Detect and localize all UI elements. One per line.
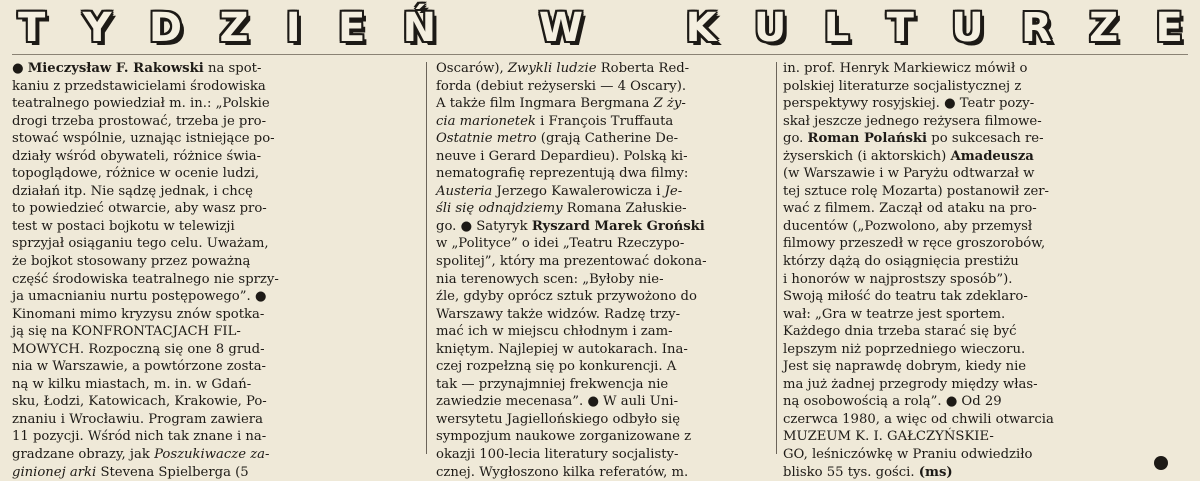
headline-letter: R [1021,5,1052,51]
text-line: czerwca 1980, a więc od chwili otwarcia [783,411,1054,427]
text-line: kniętym. Najlepiej w autokarach. Ina- [436,341,688,357]
text-line: cznej. Wygłoszono kilka referatów, m. [436,464,689,480]
text-line: to powiedzieć otwarcie, aby wasz pro- [12,201,267,217]
text-line: działań itp. Nie sądzę jednak, i chcę [12,183,253,199]
headline-letter: W [538,5,583,51]
text-line: wać z filmem. Zaczął od ataku na pro- [783,201,1037,217]
text-line: ginionej arki Stevena Spielberga (5 [12,464,249,480]
text-line: stować wspólnie, uznając istniejące po- [12,131,275,147]
headline-letter: Y [82,5,112,51]
text-line: 11 pozycji. Wśród nich tak znane i na- [12,429,267,445]
text-line: ja umacnianiu nurtu postępowego”. ● [12,289,267,305]
headline-letter: T [886,5,914,51]
headline-letter: E [338,5,366,51]
text-line: nia w Warszawie, a powtórzone zosta- [12,359,267,375]
text-line: nematografię reprezentują dwa filmy: [436,166,689,182]
text-line: wał: „Gra w teatrze jest sportem. [783,306,1006,322]
headline-letter: L [823,5,850,51]
text-line: A także film Ingmara Bergmana Z ży- [436,96,686,112]
text-line: sku, Łodzi, Katowicach, Krakowie, Po- [12,394,267,410]
headline-letter: T [18,5,46,51]
text-line: śli się odnajdziemy Romana Załuskie- [436,201,687,217]
text-line: i honorów w najprostszy sposób”). [783,271,1013,287]
text-line: Austeria Jerzego Kawalerowicza i Je- [436,183,683,199]
text-line: GO, leśniczówkę w Praniu odwiedziło [783,447,1033,463]
text-line: że bojkot stosowany przez poważną [12,254,251,270]
text-line: Kinomani mimo kryzysu znów spotka- [12,306,265,322]
text-line: skał jeszcze jednego reżysera filmowe- [783,113,1042,129]
text-line: źle, gdyby oprócz sztuk przywożono do [436,289,697,305]
text-line: Swoją miłość do teatru tak zdeklaro- [783,289,1028,305]
text-line: ma już żadnej przegrody między włas- [783,376,1038,392]
headline-letter: U [951,5,984,51]
text-line: in. prof. Henryk Markiewicz mówił o [783,61,1028,76]
article-headline [18,4,1183,52]
text-line: go. Roman Polański po sukcesach re- [783,131,1044,147]
text-line: Jest się naprawdę dobrym, kiedy nie [783,359,1027,375]
text-line: w „Polityce” o idei „Teatru Rzeczypo- [436,236,685,252]
text-line: tak — przynajmniej frekwencja nie [436,376,669,392]
headline-word-gap [473,4,501,52]
headline-letter: U [753,5,787,51]
text-line: Każdego dnia trzeba starać się być [783,324,1017,340]
text-line: lepszym niż poprzedniego wieczoru. [783,341,1026,357]
article-column-1 [12,60,416,481]
text-line: ● Mieczysław F. Rakowski na spot- [12,61,262,76]
page-corner-dot [1154,456,1168,470]
text-line: filmowy przeszedł w ręce groszorobów, [783,236,1046,252]
article-column-2 [436,60,770,481]
text-line: okazji 100-lecia literatury socjalisty- [436,447,679,463]
text-line: sympozjum naukowe zorganizowane z [436,429,692,445]
headline-letter: D [148,5,183,51]
text-line: go. ● Satyryk Ryszard Marek Groński [436,218,705,234]
article-column-3 [783,60,1108,481]
text-line: mać ich w miejscu chłodnym i zam- [436,324,673,340]
headline-letter: I [285,5,301,51]
text-line: drogi trzeba prostować, trzeba je pro- [12,113,267,129]
text-line: teatralnego powiedział m. in.: „Polskie [12,96,270,112]
column-divider-2 [776,62,777,454]
text-line: sprzyjał osiąganiu tego celu. Uważam, [12,236,269,252]
text-line: perspektywy rosyjskiej. ● Teatr pozy- [783,96,1035,112]
headline-rule [12,54,1188,55]
text-line: Oscarów), Zwykli ludzie Roberta Red- [436,61,690,76]
text-line: działy wśród obywateli, różnice świa- [12,148,262,164]
column-divider-1 [426,62,427,454]
text-line: MUZEUM K. I. GAŁCZYŃSKIE- [783,429,994,445]
headline-letter: Z [219,5,249,51]
text-line: ną osobowością a rolą”. ● Od 29 [783,394,1002,410]
text-line: czej rozpełzną się po konkurencji. A [436,359,677,375]
text-line: którzy dążą do osiągnięcia prestiżu [783,254,1019,270]
text-line: kaniu z przedstawicielami środowiska [12,78,266,94]
headline-letter: K [685,5,717,51]
text-line: ducentów („Pozwolono, aby przemysł [783,218,1033,234]
text-line: nia terenowych scen: „Byłoby nie- [436,271,664,287]
text-line: część środowiska teatralnego nie sprzy- [12,271,279,287]
text-line: (w Warszawie i w Paryżu odtwarzał w [783,166,1035,182]
text-line: polskiej literaturze socjalistycznej z [783,78,1022,94]
text-line: wersytetu Jagiellońskiego odbyło się [436,411,681,427]
text-line: tej sztuce rolę Mozarta) postanowił zer- [783,183,1050,199]
text-line: ją się na KONFRONTACJACH FIL- [12,324,241,340]
text-line: Ostatnie metro (grają Catherine De- [436,131,679,147]
text-line: znaniu i Wrocławiu. Program zawiera [12,411,263,427]
headline-letter: Z [1089,5,1119,51]
text-line: żyserskich (i aktorskich) Amadeusza [783,148,1034,164]
text-line: gradzane obrazy, jak Poszukiwacze za- [12,447,270,463]
text-line: neuve i Gerard Depardieu). Polską ki- [436,148,688,164]
text-line: cia marionetek i François Truffauta [436,113,674,129]
headline-letter: Ń [402,5,437,51]
text-line: ną w kilku miastach, m. in. w Gdań- [12,376,252,392]
text-line: test w postaci bojkotu w telewizji [12,218,235,234]
headline-word-gap [620,4,648,52]
text-line: blisko 55 tys. gości. (ms) [783,464,953,480]
text-line: spolitej”, który ma prezentować dokona- [436,254,707,270]
headline-letter: E [1155,5,1183,51]
text-line: zawiedzie mecenasa”. ● W auli Uni- [436,394,679,410]
text-line: Warszawy także widzów. Radzę trzy- [436,306,681,322]
text-line: forda (debiut reżyserski — 4 Oscary). [436,78,687,94]
text-line: topoglądowe, różnice w ocenie ludzi, [12,166,260,182]
text-line: MOWYCH. Rozpoczną się one 8 grud- [12,341,265,357]
